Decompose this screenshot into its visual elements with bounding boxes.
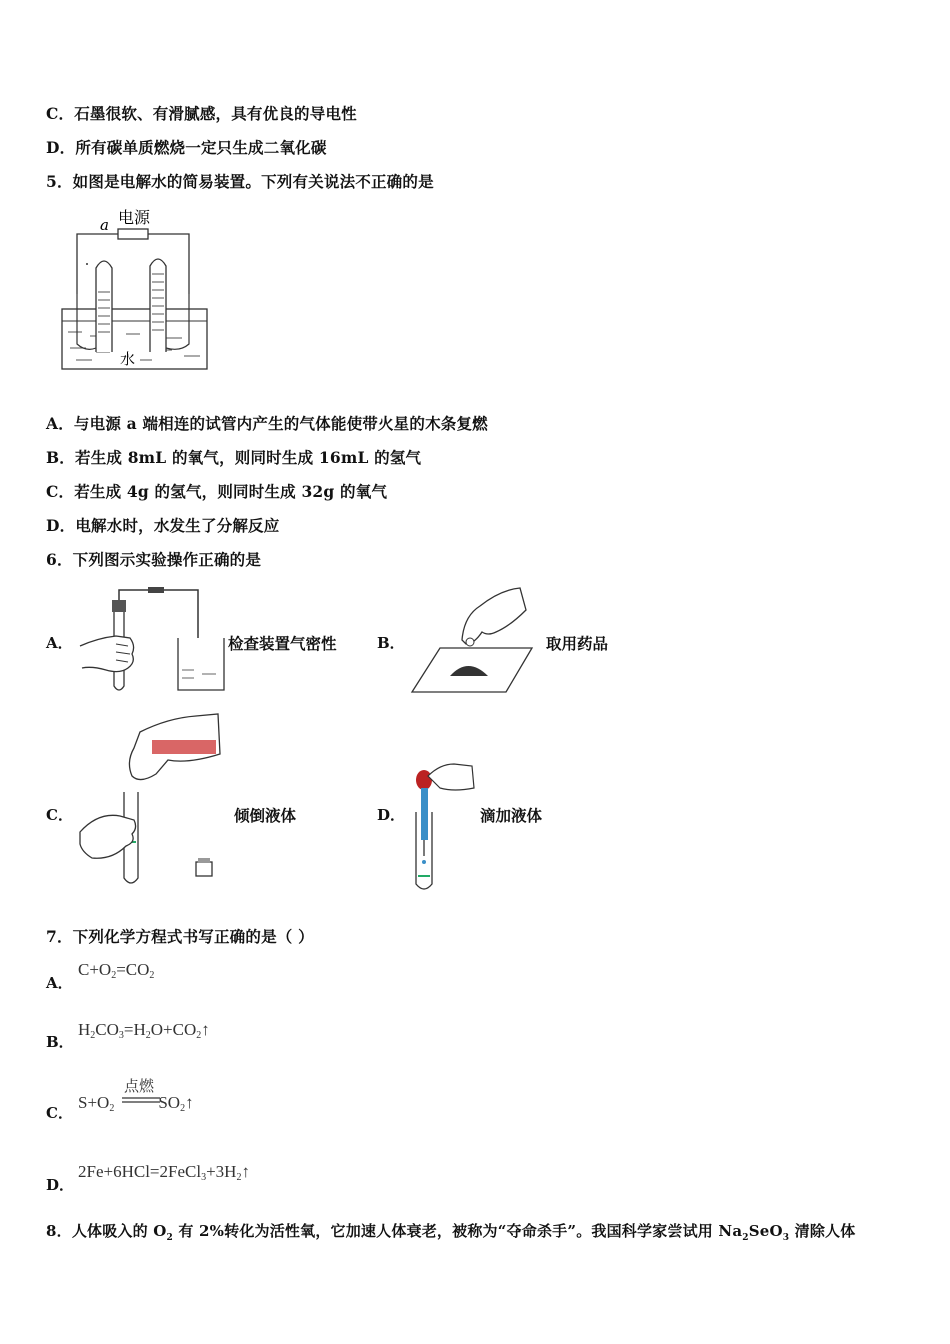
q6-option-c-label: C． <box>46 806 73 824</box>
taking-reagent-figure <box>410 586 536 696</box>
electrolysis-apparatus-figure <box>56 202 216 372</box>
airtightness-check-figure <box>78 586 228 696</box>
q6-option-a-caption: 检查装置气密性 <box>228 634 337 653</box>
q7-option-c-equation: $S+O_2$ $SO_2↑$ <box>78 1093 194 1114</box>
q6-stem: 6．下列图示实验操作正确的是 <box>46 550 262 569</box>
dropping-liquid-figure <box>410 758 480 894</box>
q7-option-a-label: A． <box>46 974 73 992</box>
power-source-label: 电源 <box>118 208 151 227</box>
q7-option-b-equation: $H_2CO_3=H_2O+CO_2↑$ <box>78 1020 210 1041</box>
pouring-liquid-figure <box>78 712 228 890</box>
q4-option-c: C．石墨很软、有滑腻感，具有优良的导电性 <box>46 104 357 123</box>
q7-stem: 7．下列化学方程式书写正确的是（ ） <box>46 927 314 946</box>
q7-option-c-label: C． <box>46 1104 73 1122</box>
q5-option-b: B．若生成 8mL 的氧气，则同时生成 16mL 的氢气 <box>46 448 422 467</box>
q8-stem: 8．人体吸入的 $O_2$ 有 2%转化为活性氧，它加速人体衰老，被称为“夺命杀手”。我国科学家尝试用 $Na_2SeO_3$ 清除人体 <box>46 1222 856 1243</box>
q7-option-b-label: B． <box>46 1033 74 1051</box>
q6-option-d-label: D． <box>377 806 406 824</box>
q7-option-c-condition: 点燃 <box>124 1077 155 1095</box>
q5-option-a: A．与电源 a 端相连的试管内产生的气体能使带火星的木条复燃 <box>46 414 488 433</box>
q5-stem: 5．如图是电解水的简易装置。下列有关说法不正确的是 <box>46 172 434 191</box>
q5-option-c: C．若生成 4g 的氢气，则同时生成 32g 的氧气 <box>46 482 388 501</box>
water-label: 水 <box>120 350 136 368</box>
q6-option-c-caption: 倾倒液体 <box>234 806 297 825</box>
q6-option-b-caption: 取用药品 <box>546 634 609 653</box>
q7-option-d-equation: $2Fe+6HCl=2FeCl_3+3H_2↑$ <box>78 1162 250 1183</box>
q6-option-a-label: A． <box>46 634 73 652</box>
q4-option-d: D．所有碳单质燃烧一定只生成二氧化碳 <box>46 138 327 157</box>
q6-option-b-label: B． <box>377 634 405 652</box>
q6-option-d-caption: 滴加液体 <box>480 806 543 825</box>
terminal-a-label: a <box>100 216 109 234</box>
q5-option-d: D．电解水时，水发生了分解反应 <box>46 516 280 535</box>
q7-option-a-equation: $C+O_2=CO_2$ <box>78 960 155 981</box>
q7-option-d-label: D． <box>46 1176 75 1194</box>
